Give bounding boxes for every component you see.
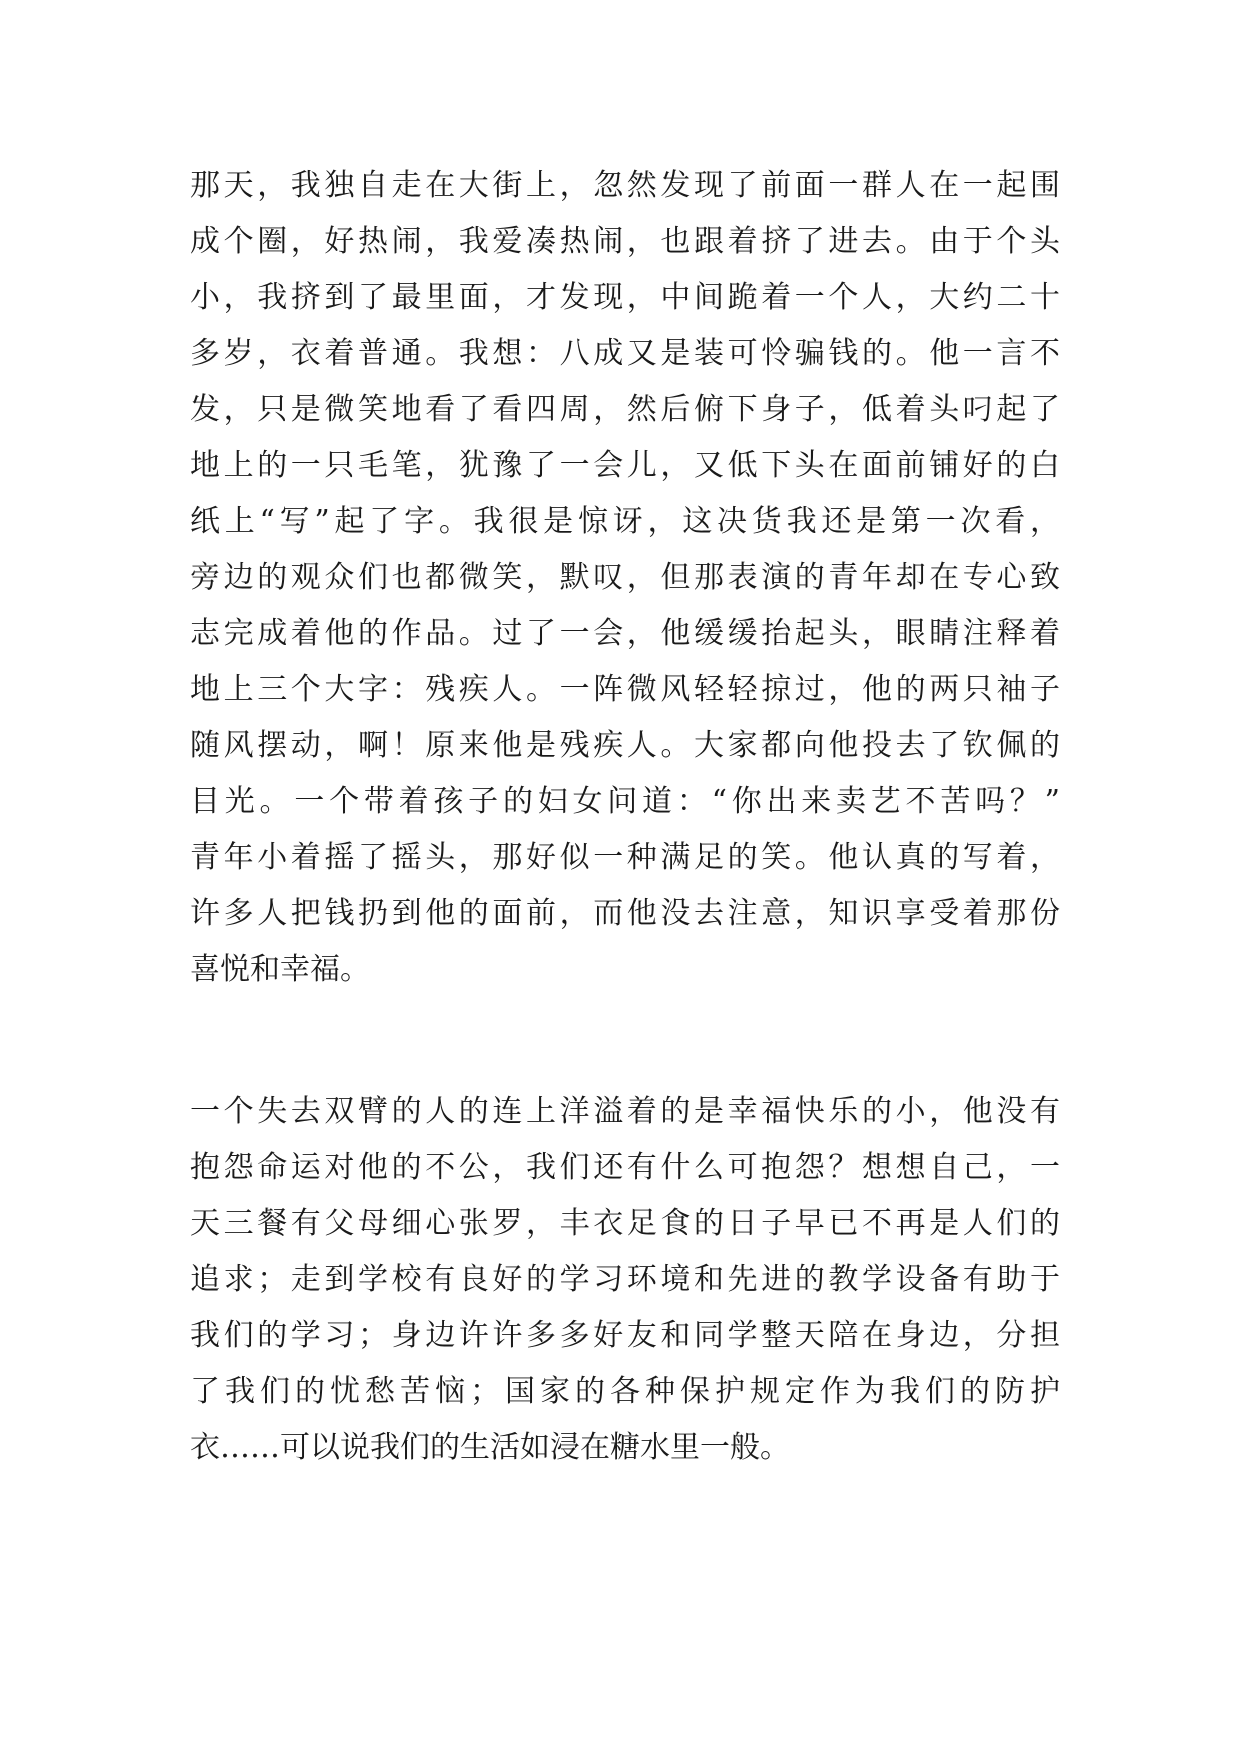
text-line: 抱怨命运对他的不公，我们还有什么可抱怨？想想自己，一 bbox=[190, 1150, 1060, 1185]
text-line: 多岁，衣着普通。我想：八成又是装可怜骗钱的。他一言不 bbox=[190, 336, 1060, 371]
text-line: 天三餐有父母细心张罗，丰衣足食的日子早已不再是人们的 bbox=[190, 1206, 1060, 1241]
text-line: 追求；走到学校有良好的学习环境和先进的教学设备有助于 bbox=[190, 1262, 1060, 1297]
text-line: 喜悦和幸福。 bbox=[190, 952, 370, 987]
text-line: 地上的一只毛笔，犹豫了一会儿，又低下头在面前铺好的白 bbox=[190, 448, 1060, 483]
paragraph-2 bbox=[190, 1084, 1060, 1476]
text-line: 了我们的忧愁苦恼；国家的各种保护规定作为我们的防护 bbox=[190, 1374, 1060, 1409]
text-line: 地上三个大字：残疾人。一阵微风轻轻掠过，他的两只袖子 bbox=[190, 672, 1060, 707]
text-line: 我们的学习；身边许许多多好友和同学整天陪在身边，分担 bbox=[190, 1318, 1060, 1353]
text-line: 旁边的观众们也都微笑，默叹，但那表演的青年却在专心致 bbox=[190, 560, 1060, 595]
text-line: 发，只是微笑地看了看四周，然后俯下身子，低着头叼起了 bbox=[190, 392, 1060, 427]
text-line: 那天，我独自走在大街上，忽然发现了前面一群人在一起围 bbox=[190, 168, 1060, 203]
text-line: 衣……可以说我们的生活如浸在糖水里一般。 bbox=[190, 1430, 790, 1465]
text-line: 小，我挤到了最里面，才发现，中间跪着一个人，大约二十 bbox=[190, 280, 1060, 315]
text-line: 纸上“写”起了字。我很是惊讶，这决货我还是第一次看， bbox=[190, 504, 1060, 539]
paragraph-1 bbox=[190, 158, 1060, 998]
text-line: 成个圈，好热闹，我爱凑热闹，也跟着挤了进去。由于个头 bbox=[190, 224, 1060, 259]
text-line: 许多人把钱扔到他的面前，而他没去注意，知识享受着那份 bbox=[190, 896, 1060, 931]
text-line: 目光。一个带着孩子的妇女问道：“你出来卖艺不苦吗？” bbox=[190, 784, 1060, 819]
text-line: 志完成着他的作品。过了一会，他缓缓抬起头，眼睛注释着 bbox=[190, 616, 1060, 651]
text-line: 一个失去双臂的人的连上洋溢着的是幸福快乐的小，他没有 bbox=[190, 1094, 1060, 1129]
text-line: 青年小着摇了摇头，那好似一种满足的笑。他认真的写着， bbox=[190, 840, 1060, 875]
text-line: 随风摆动，啊！原来他是残疾人。大家都向他投去了钦佩的 bbox=[190, 728, 1060, 763]
